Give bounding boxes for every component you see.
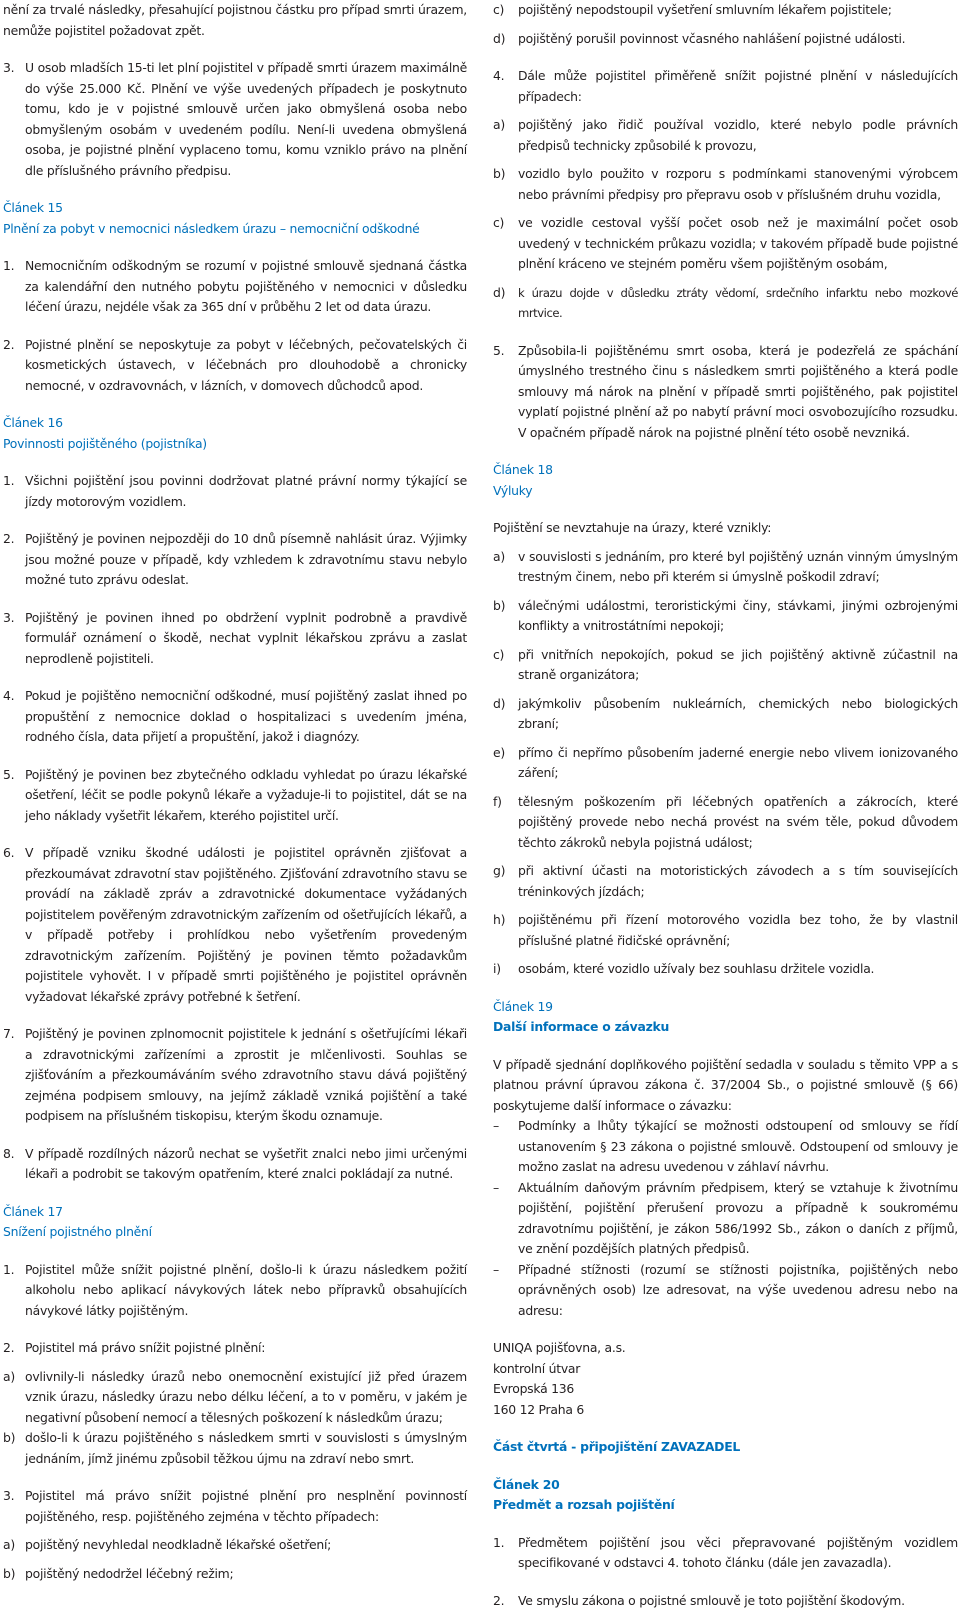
item-letter: a) [493, 115, 518, 136]
item-number: 7. [3, 1024, 25, 1045]
item-text: Případné stížnosti (rozumí se stížnosti pojistníka, pojištěných nebo oprávněných osob) lze adresovat, na výše uvedenou adresu nebo na adresu: [518, 1260, 958, 1322]
item-text: pojištěný nedodržel léčebný režim; [25, 1564, 467, 1585]
item-text: tělesným poškozením při léčebných opatřeních a zákrocích, které pojištěný provede nebo nechá provést na svém těle, pokud důvodem těchto zákroků nebyla pojistná událost; [518, 792, 958, 854]
list-item [493, 861, 958, 902]
list-item [493, 1116, 958, 1178]
item-number: 1. [493, 1533, 518, 1554]
item-text: V případě vzniku škodné události je pojistitel oprávněn zjišťovat a přezkoumávat zdravotní stav pojištěného. Zjišťování zdravotního stavu se provádí na základě zpráv a zdravotnické dokumentace vyžádaných pojistitelem pověřeným zdravotnickým zařízením od ošetřujících lékařů, a v případě potřeby i prohlídkou nebo vyšetřením provedeným zdravotnickým zařízením. Pojištěný je povinen těmto požadavkům pojistitele vyhovět. I v případě smrti pojištěného je pojistitel oprávněn vyžadovat lékařské zprávy potřebné k šetření. [25, 843, 467, 1007]
item-number: 2. [3, 335, 25, 356]
list-item [3, 471, 467, 512]
article-17-item-1 [3, 1260, 467, 1322]
item-text: Pojištěný je povinen bez zbytečného odkladu vyhledat po úrazu lékařské ošetření, léčit se podle pokynů lékaře a vyžaduje-li to pojistitel, dát se na jeho náklady vyšetřit lékařem, kterého pojistitel určí. [25, 765, 467, 827]
article-16-list [3, 471, 467, 1185]
item-text: Pojištěný je povinen ihned po obdržení vyplnit podrobně a pravdivě formulář oznámení o škodě, nechat vyplnit lékařskou zprávu a zaslat neprodleně pojistiteli. [25, 608, 467, 670]
article-19-subtitle: Další informace o závazku [493, 1017, 958, 1038]
list-item [493, 547, 958, 588]
article-15-subtitle: Plnění za pobyt v nemocnici následkem úrazu – nemocniční odškodné [3, 219, 467, 240]
item-text: Pojistitel může snížit pojistné plnění, došlo-li k úrazu následkem požití alkoholu nebo aplikací návykových látek nebo přípravků obsahujících návykové látky pojištěným. [25, 1260, 467, 1322]
right-column [493, 0, 958, 1611]
item-text: U osob mladších 15-ti let plní pojistitel v případě smrti úrazem maximálně do výše 25.000 Kč. Plnění ve výše uvedených případech je poskytnuto tomu, kdo je v pojistné smlouvě určen jako obmyšlená osoba nebo obmyšleným osobám v uvedeném podílu. Není-li uvedena obmyšlená osoba, je pojistné plnění vyplaceno tomu, komu vzniklo právo na plnění dle příslušného právního předpisu. [25, 58, 467, 181]
paragraph-continuation: nění za trvalé následky, přesahující pojistnou částku pro případ smrti úrazem, nemůže pojistitel požadovat zpět. [3, 0, 467, 41]
item-text: Všichni pojištění jsou povinni dodržovat platné právní normy týkající se jízdy motorovým vozidlem. [25, 471, 467, 512]
item-letter: i) [493, 959, 518, 980]
list-item [3, 1144, 467, 1185]
item-text: Způsobila-li pojištěnému smrt osoba, která je podezřelá ze spáchání úmyslného trestného činu s následkem smrti pojištěného a která podle smlouvy má nárok na plnění v případě smrti pojištěného, pak pojistitel vyplatí pojistné plnění až po nabytí právní moci osvobozujícího rozsudku. V opačném případě nárok na pojistné plnění této osobě nevzniká. [518, 341, 958, 444]
article-15-item-2 [3, 335, 467, 397]
item-text: válečnými událostmi, teroristickými činy, stávkami, jinými ozbrojenými konflikty a vnitrostátními nepokoji; [518, 596, 958, 637]
item-number: 2. [493, 1591, 518, 1611]
item-letter: e) [493, 743, 518, 764]
list-item [493, 959, 958, 980]
item-letter: c) [493, 0, 518, 21]
article-16-title: Článek 16 [3, 413, 467, 434]
article-17-subtitle: Snížení pojistného plnění [3, 1222, 467, 1243]
item-text: Pojistitel má právo snížit pojistné plnění: [25, 1338, 467, 1359]
article-18-intro: Pojištění se nevztahuje na úrazy, které vznikly: [493, 518, 958, 539]
article-17-item-2 [3, 1338, 467, 1359]
dash-bullet: – [493, 1178, 518, 1199]
item-letter: g) [493, 861, 518, 882]
address-line: kontrolní útvar [493, 1359, 958, 1380]
item-text: k úrazu dojde v důsledku ztráty vědomí, srdečního infarktu nebo mozkové mrtvice. [518, 283, 958, 324]
list-item [493, 910, 958, 951]
item-number: 4. [3, 686, 25, 707]
item-letter: a) [3, 1535, 25, 1556]
article-18-title: Článek 18 [493, 460, 958, 481]
part-four-heading: Část čtvrtá - připojištění ZAVAZADEL [493, 1437, 958, 1458]
item-letter: f) [493, 792, 518, 813]
item-text: Nemocničním odškodným se rozumí v pojistné smlouvě sjednaná částka za kalendářní den nutného pobytu pojištěného v nemocnici v důsledku léčení úrazu, nejdéle však za 365 dní v průběhu 2 let od data úrazu. [25, 256, 467, 318]
article-15-item-1 [3, 256, 467, 318]
list-item [3, 843, 467, 1007]
article-19-intro: V případě sjednání doplňkového pojištění sedadla v souladu s těmito VPP a s platnou právní úpravou zákona č. 37/2004 Sb., o pojistné smlouvě (§ 66) poskytujeme další informace o závazku: [493, 1055, 958, 1117]
left-column [3, 0, 467, 1584]
list-item [3, 529, 467, 591]
dash-bullet: – [493, 1260, 518, 1281]
list-item [3, 1428, 467, 1469]
item-number: 3. [3, 58, 25, 79]
item-number: 1. [3, 1260, 25, 1281]
address-line: Evropská 136 [493, 1379, 958, 1400]
item-text: Podmínky a lhůty týkající se možnosti odstoupení od smlouvy se řídí ustanovením § 23 zákona o pojistné smlouvě. Odstoupení od smlouvy je možno zaslat na adresu uvedenou v záhlaví návrhu. [518, 1116, 958, 1178]
item-number: 6. [3, 843, 25, 864]
dash-bullet: – [493, 1116, 518, 1137]
paragraph-5 [493, 341, 958, 444]
item-text: přímo či nepřímo působením jaderné energie nebo vlivem ionizovaného záření; [518, 743, 958, 784]
item-text: pojištěný porušil povinnost včasného nahlášení pojistné události. [518, 29, 958, 50]
address-line: 160 12 Praha 6 [493, 1400, 958, 1421]
item-number: 3. [3, 608, 25, 629]
list-item [493, 645, 958, 686]
item-text: došlo-li k úrazu pojištěného s následkem smrti v souvislosti s úmyslným jednáním, jímž jinému způsobil těžkou újmu na zdraví nebo smrt. [25, 1428, 467, 1469]
article-18-subtitle: Výluky [493, 481, 958, 502]
item-number: 1. [3, 471, 25, 492]
item-letter: b) [493, 164, 518, 185]
item-text: Pojistné plnění se neposkytuje za pobyt v léčebných, pečovatelských či kosmetických ústavech, v léčebnách pro dlouhodobě a chronicky nemocné, v ozdravovnách, v lázních, v domovech důchodců apod. [25, 335, 467, 397]
article-15-title: Článek 15 [3, 198, 467, 219]
item-text: Pojištěný je povinen zplnomocnit pojistitele k jednání s ošetřujícími lékaři a zdravotnickými zařízeními a zprostit je mlčenlivosti. Souhlas se zjišťováním a přezkoumáváním svého zdravotního stavu dává pojištěný zejména podpisem smlouvy, na jejímž základě vzniká pojištění a také podpisem na příslušném tiskopisu, kterým škodu oznamuje. [25, 1024, 467, 1127]
item-text: Pojistitel má právo snížit pojistné plnění pro nesplnění povinností pojištěného, resp. pojištěného zejména v těchto případech: [25, 1486, 467, 1527]
item-text: pojištěný jako řidič používal vozidlo, které nebylo podle právních předpisů technicky způsobilé k provozu, [518, 115, 958, 156]
item-letter: d) [493, 694, 518, 715]
list-item [3, 1024, 467, 1127]
item-text: při vnitřních nepokojích, pokud se jich pojištěný aktivně zúčastnil na straně organizátora; [518, 645, 958, 686]
list-item [493, 1178, 958, 1260]
item-text: Pokud je pojištěno nemocniční odškodné, musí pojištěný zaslat ihned po propuštění z nemocnice doklad o hospitalizaci s uvedením jména, rodného čísla, data přijetí a propuštění, jakož i diagnózy. [25, 686, 467, 748]
item-number: 8. [3, 1144, 25, 1165]
item-text: Dále může pojistitel přiměřeně snížit pojistné plnění v následujících případech: [518, 66, 958, 107]
item-letter: a) [3, 1367, 25, 1388]
item-number: 1. [3, 256, 25, 277]
item-letter: a) [493, 547, 518, 568]
item-number: 5. [493, 341, 518, 362]
item-text: Pojištěný je povinen nejpozději do 10 dnů písemně nahlásit úraz. Výjimky jsou možné pouze v případě, kdy vzhledem k zdravotnímu stavu nebylo možné tuto zprávu odeslat. [25, 529, 467, 591]
item-text: osobám, které vozidlo užívaly bez souhlasu držitele vozidla. [518, 959, 958, 980]
address-line: UNIQA pojišťovna, a.s. [493, 1338, 958, 1359]
item-letter: b) [493, 596, 518, 617]
paragraph-3 [3, 58, 467, 181]
article-16-subtitle: Povinnosti pojištěného (pojistníka) [3, 434, 467, 455]
item-text: při aktivní účasti na motoristických závodech a s tím souvisejících tréninkových jízdách; [518, 861, 958, 902]
item-number: 2. [3, 1338, 25, 1359]
address-block [493, 1338, 958, 1420]
item-number: 2. [3, 529, 25, 550]
article-20-title: Článek 20 [493, 1475, 958, 1496]
list-item [493, 1260, 958, 1322]
list-item [3, 608, 467, 670]
list-item [493, 1533, 958, 1574]
list-item [3, 1564, 467, 1585]
list-item [493, 115, 958, 156]
item-letter: h) [493, 910, 518, 931]
article-17-title: Článek 17 [3, 1202, 467, 1223]
item-text: pojištěnému při řízení motorového vozidla bez toho, že by vlastnil příslušné platné řidičské oprávnění; [518, 910, 958, 951]
item-letter: d) [493, 283, 518, 304]
article-17-item-3 [3, 1486, 467, 1527]
item-letter: b) [3, 1428, 25, 1449]
list-item [493, 792, 958, 854]
item-letter: c) [493, 213, 518, 234]
list-item [493, 29, 958, 50]
item-number: 4. [493, 66, 518, 87]
item-text: vozidlo bylo použito v rozporu s podmínkami stanovenými výrobcem nebo právními předpisy pro přepravu osob v příslušném druhu vozidla, [518, 164, 958, 205]
list-item [3, 765, 467, 827]
list-item [493, 743, 958, 784]
item-text: ve vozidle cestoval vyšší počet osob než je maximální počet osob uvedený v technickém průkazu vozidla; v takovém případě bude pojistné plnění kráceno ve stejném poměru všem pojištěným osobám, [518, 213, 958, 275]
item-letter: c) [493, 645, 518, 666]
item-number: 5. [3, 765, 25, 786]
article-19-title: Článek 19 [493, 997, 958, 1018]
item-letter: d) [493, 29, 518, 50]
list-item [3, 1367, 467, 1429]
item-text: Ve smyslu zákona o pojistné smlouvě je toto pojištění škodovým. [518, 1591, 958, 1611]
item-text: jakýmkoliv působením nukleárních, chemických nebo biologických zbraní; [518, 694, 958, 735]
list-item [3, 1535, 467, 1556]
item-text: V případě rozdílných názorů nechat se vyšetřit znalci nebo jimi určenými lékaři a podrobit se takovým opatřením, které znalci pokládají za nutné. [25, 1144, 467, 1185]
list-item [493, 694, 958, 735]
item-number: 3. [3, 1486, 25, 1507]
item-text: Aktuálním daňovým právním předpisem, který se vztahuje k životnímu pojištění, pojištění přerušení provozu a případně k soukromému zdravotnímu pojištění, je zákon 586/1992 Sb., zákon o daních z příjmů, ve znění pozdějších platných předpisů. [518, 1178, 958, 1260]
item-text: ovlivnily-li následky úrazů nebo onemocnění existující již před úrazem vznik úrazu, následky úrazu nebo délku léčení, a to v poměru, v jakém je negativní působení nemocí a tělesných poškození k následkům úrazu; [25, 1367, 467, 1429]
item-text: Předmětem pojištění jsou věci přepravované pojištěným vozidlem specifikované v odstavci 4. tohoto článku (dále jen zavazadla). [518, 1533, 958, 1574]
list-item [493, 164, 958, 205]
item-text: pojištěný nepodstoupil vyšetření smluvním lékařem pojistitele; [518, 0, 958, 21]
item-letter: b) [3, 1564, 25, 1585]
list-item [493, 596, 958, 637]
list-item [493, 0, 958, 21]
list-item [3, 686, 467, 748]
paragraph-4 [493, 66, 958, 107]
item-text: v souvislosti s jednáním, pro které byl pojištěný uznán vinným úmyslným trestným činem, nebo při kterém si úmyslně poškodil zdraví; [518, 547, 958, 588]
list-item [493, 1591, 958, 1611]
list-item [493, 213, 958, 275]
article-20-subtitle: Předmět a rozsah pojištění [493, 1495, 958, 1516]
list-item [493, 283, 958, 324]
item-text: pojištěný nevyhledal neodkladně lékařské ošetření; [25, 1535, 467, 1556]
